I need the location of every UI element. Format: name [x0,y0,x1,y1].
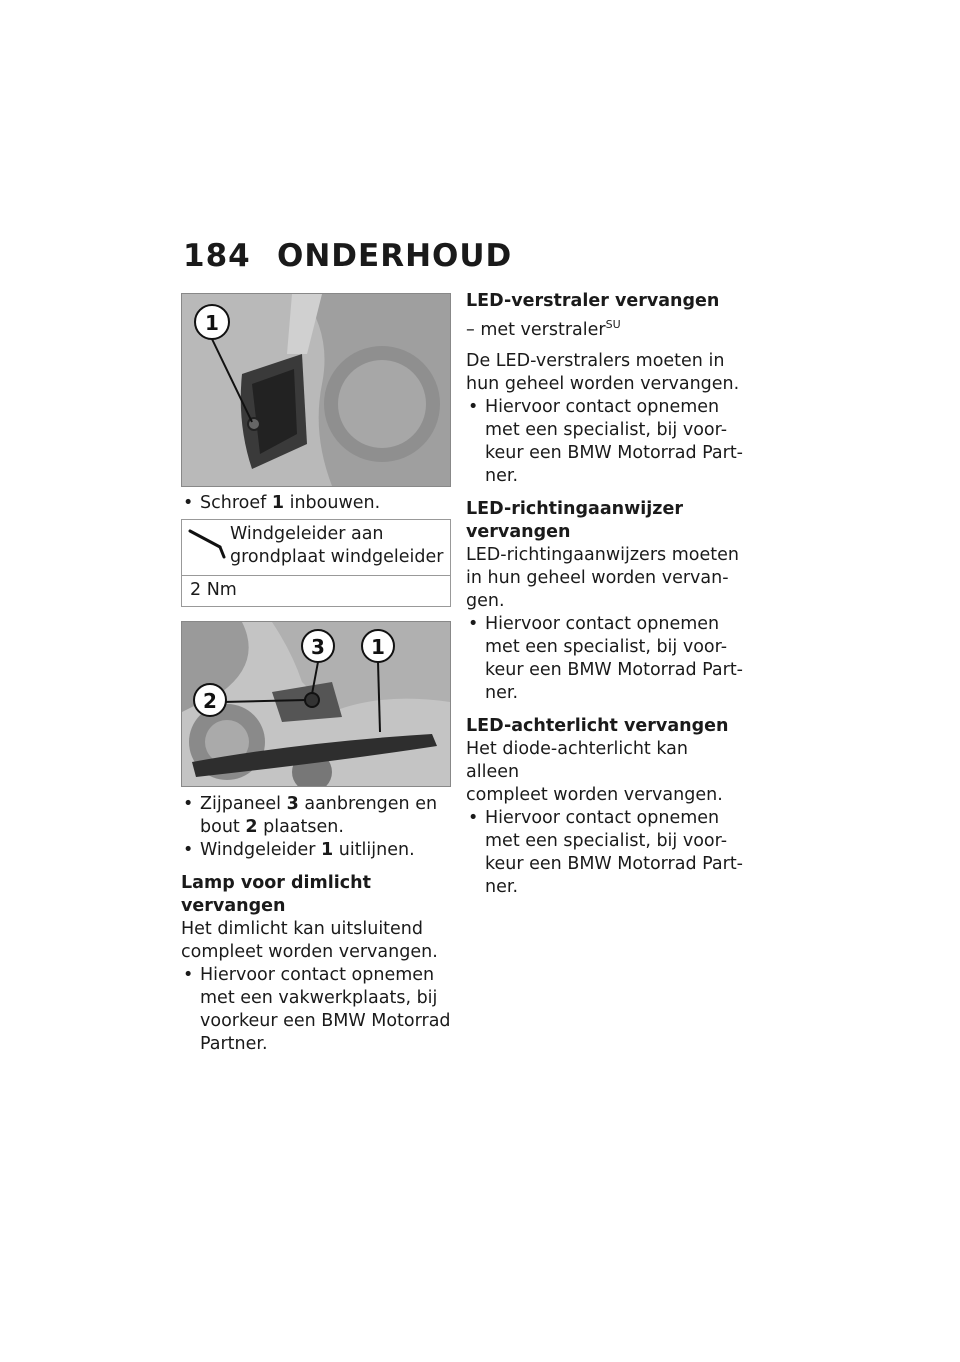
windshield-illustration [182,294,450,486]
left-column [181,293,451,1056]
verstraler-body-1: De LED-verstralers moeten in [466,350,725,371]
page-number: 184 [183,238,251,274]
lamp-body-1: Het dimlicht kan uitsluitend [181,919,424,939]
torque-table [181,519,451,607]
step-side-panel: • Zijpaneel 3 aanbrengen en bout 2 plaatsen. [181,793,451,839]
verstraler-body-2: hun geheel worden vervangen. [466,373,740,394]
right-column [466,290,746,899]
torque-wrench-icon [186,523,230,570]
side-panel-illustration [182,622,450,786]
step-screw: • Schroef 1 inbouwen. [181,492,451,515]
callout-3: 3 [311,635,325,659]
lamp-bullet: • Hiervoor contact opnemen met een vakwerkplaats, bij voorkeur een BMW Motorrad Partner. [181,964,451,1056]
richting-body-2: in hun geheel worden vervan- [466,567,729,588]
achterlicht-body-1: Het diode-achterlicht kan alleen [466,738,688,782]
figure-side-panel [181,621,451,787]
callout-1b: 1 [371,635,385,659]
lamp-body-2: compleet worden vervangen. [181,942,438,962]
torque-label-1: Windgeleider aan [230,524,384,544]
torque-value: 2 Nm [190,580,237,600]
page-header [183,238,512,274]
heading-richting-1: LED-richtingaanwijzer [466,498,683,519]
verstraler-bullet: • Hiervoor contact opnemen met een specialist, bij voor- keur een BMW Motorrad Part- ner. [466,396,746,488]
callout-2: 2 [203,689,217,713]
verstraler-sub: – met verstraler$^{SU}$ [466,318,621,340]
figure-windshield-screw [181,293,451,487]
richting-body-3: gen. [466,590,505,611]
page-title: ONDERHOUD [277,238,513,274]
step-align-windshield: • Windgeleider 1 uitlijnen. [181,839,451,862]
torque-label-2: grondplaat windgeleider [230,547,444,567]
richting-bullet: • Hiervoor contact opnemen met een specialist, bij voor- keur een BMW Motorrad Part- ner. [466,613,746,705]
richting-body-1: LED-richtingaanwijzers moeten [466,544,739,565]
heading-verstraler: LED-verstraler vervangen [466,291,720,311]
heading-achterlicht: LED-achterlicht vervangen [466,715,729,736]
callout-1: 1 [205,311,219,335]
achterlicht-bullet: • Hiervoor contact opnemen met een specialist, bij voor- keur een BMW Motorrad Part- ner. [466,807,746,899]
heading-richting-2: vervangen [466,521,571,542]
heading-lamp: Lamp voor dimlicht vervangen [181,873,371,916]
achterlicht-body-2: compleet worden vervangen. [466,784,723,805]
